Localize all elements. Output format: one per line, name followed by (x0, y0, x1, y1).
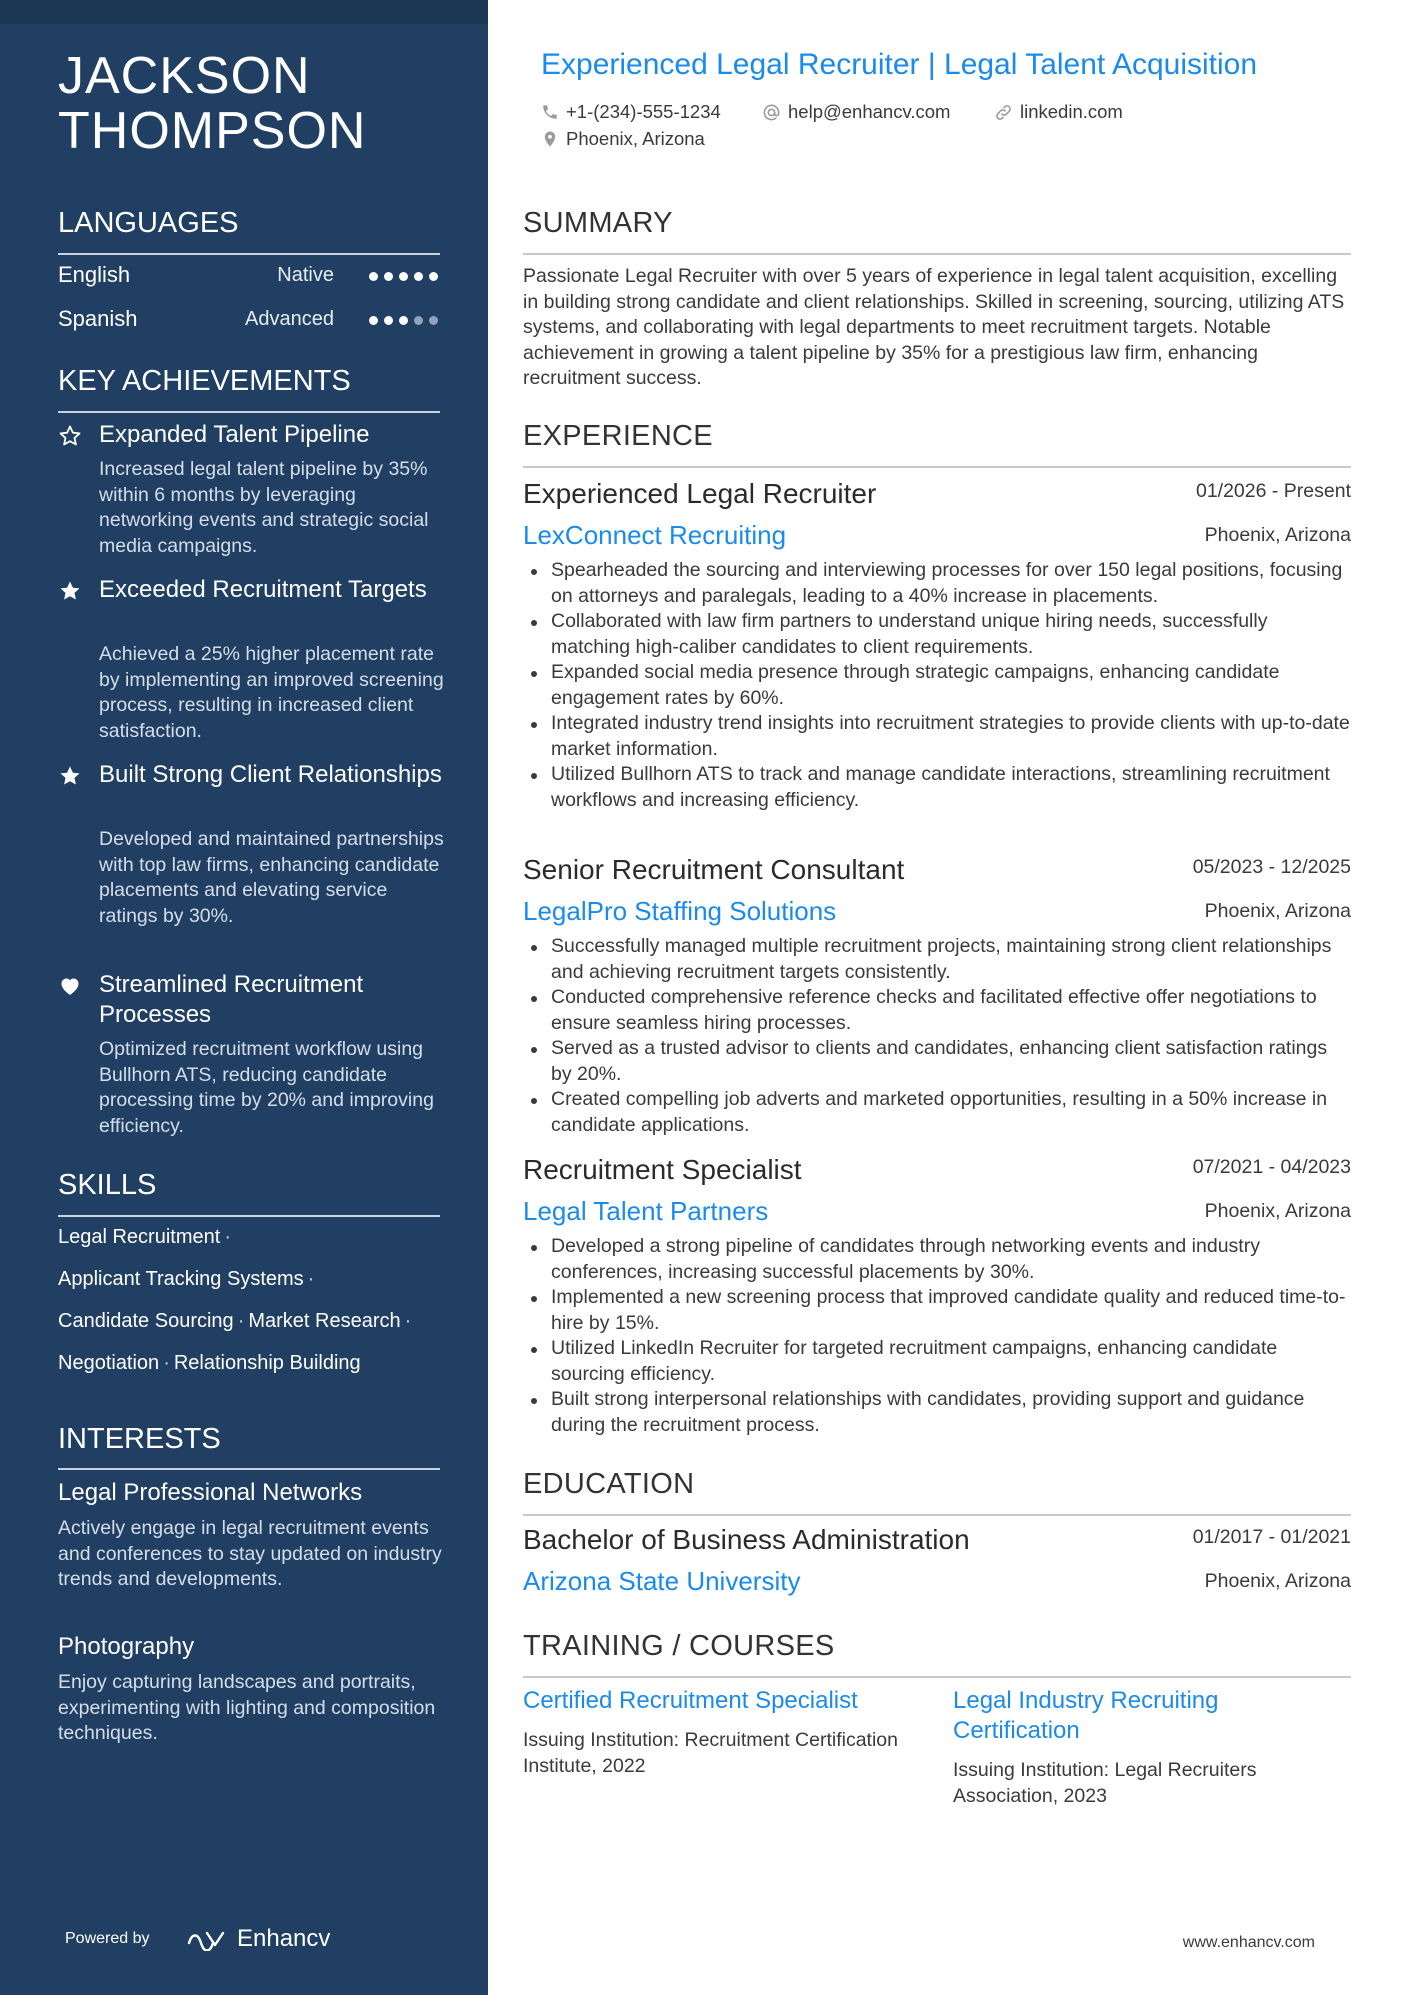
job-bullets (523, 934, 1351, 1138)
phone-text: +1-(234)-555-1234 (566, 101, 721, 122)
summary-heading: SUMMARY (523, 207, 673, 239)
bullet-item: Conducted comprehensive reference checks and facilitated effective offer negotiations to ensure seamless hiring processes. (523, 985, 1351, 1036)
skill-separator: · (224, 1226, 231, 1248)
achievement-desc: Developed and maintained partnerships with top law firms, enhancing candidate placements and elevating service ratings by 30%. (99, 828, 444, 927)
bullet-item: Created compelling job adverts and marketed opportunities, resulting in a 50% increase in candidate applications. (523, 1087, 1351, 1138)
skill-separator: · (404, 1310, 412, 1332)
interest-title: Legal Professional Networks (58, 1479, 363, 1506)
education-location: Phoenix, Arizona (1204, 1570, 1351, 1592)
rating-dot (414, 272, 423, 281)
language-level: Advanced (245, 308, 334, 330)
education-dates: 01/2017 - 01/2021 (1192, 1526, 1351, 1548)
contact-email[interactable] (762, 101, 950, 123)
interest-title: Photography (58, 1633, 195, 1660)
job-bullets (523, 558, 1351, 813)
skill-line (58, 1224, 235, 1250)
achievements-heading: KEY ACHIEVEMENTS (58, 365, 351, 397)
rating-dot (429, 316, 438, 325)
location-text: Phoenix, Arizona (566, 128, 705, 149)
name-first: JACKSON (58, 47, 311, 105)
skill-line (58, 1266, 318, 1292)
achievement-title: Streamlined Recruitment Processes (99, 971, 364, 1028)
skill-line (58, 1350, 361, 1376)
skill-tag: Relationship Building (173, 1352, 361, 1374)
star-icon (58, 579, 82, 603)
brand-logo[interactable] (185, 1925, 330, 1953)
skill-tag: Candidate Sourcing (58, 1310, 234, 1332)
achievement-desc: Achieved a 25% higher placement rate by implementing an improved screening process, resulting in increased client satisfaction. (99, 643, 444, 742)
bullet-item: Collaborated with law firm partners to understand unique hiring needs, successfully matching high-caliber candidates to client requirements. (523, 609, 1351, 660)
rating-dot (399, 272, 408, 281)
language-row (58, 262, 440, 292)
rating-dot (369, 316, 378, 325)
skill-tag: Negotiation (58, 1352, 160, 1374)
job-company[interactable]: LegalPro Staffing Solutions (523, 896, 837, 926)
job-dates: 05/2023 - 12/2025 (1192, 856, 1351, 878)
brand-name: Enhancv (237, 1925, 331, 1952)
training-heading: TRAINING / COURSES (523, 1630, 835, 1662)
name-last: THOMPSON (58, 102, 367, 160)
language-rating (369, 316, 438, 325)
achievement-title: Expanded Talent Pipeline (99, 421, 370, 448)
job-dates: 01/2026 - Present (1195, 480, 1351, 502)
course-desc: Issuing Institution: Legal Recruiters Association, 2023 (953, 1759, 1257, 1807)
achievement-desc: Increased legal talent pipeline by 35% within 6 months by leveraging networking events and strategic social media campaigns. (99, 458, 429, 557)
bullet-item: Built strong interpersonal relationships with candidates, providing support and guidance during the recruitment process. (523, 1387, 1351, 1438)
rating-dot (414, 316, 423, 325)
headline: Experienced Legal Recruiter | Legal Talent Acquisition (541, 48, 1258, 81)
bullet-item: Utilized Bullhorn ATS to track and manage candidate interactions, streamlining recruitment workflows and increasing efficiency. (523, 762, 1351, 813)
skill-tag: Legal Recruitment (58, 1226, 221, 1248)
contact-location (541, 128, 705, 150)
language-rating (369, 272, 438, 281)
bullet-item: Expanded social media presence through strategic campaigns, enhancing candidate engagement rates by 60%. (523, 660, 1351, 711)
bullet-item: Integrated industry trend insights into recruitment strategies to provide clients with up-to-date market information. (523, 711, 1351, 762)
bullet-item: Served as a trusted advisor to clients and candidates, enhancing client satisfaction ratings by 20%. (523, 1036, 1351, 1087)
job-dates: 07/2021 - 04/2023 (1192, 1156, 1351, 1178)
contact-phone[interactable] (541, 101, 721, 123)
email-text: help@enhancv.com (788, 101, 951, 122)
bullet-item: Utilized LinkedIn Recruiter for targeted recruitment campaigns, enhancing candidate sourcing efficiency. (523, 1336, 1351, 1387)
skill-separator: · (163, 1352, 170, 1374)
achievement-title: Exceeded Recruitment Targets (99, 576, 427, 603)
powered-by-label: Powered by (65, 1930, 150, 1947)
education-divider (523, 1514, 1351, 1516)
rating-dot (429, 272, 438, 281)
rating-dot (384, 272, 393, 281)
job-title: Senior Recruitment Consultant (523, 854, 905, 885)
interests-divider (58, 1468, 440, 1470)
at-icon (762, 103, 781, 122)
interest-desc: Actively engage in legal recruitment events and conferences to stay updated on industry trends and developments. (58, 1517, 442, 1590)
location-pin-icon (541, 129, 559, 149)
rating-dot (384, 316, 393, 325)
heart-icon (58, 974, 82, 998)
language-name: English (58, 262, 131, 287)
job-location: Phoenix, Arizona (1204, 900, 1351, 922)
achievements-divider (58, 411, 440, 413)
achievement-title: Built Strong Client Relationships (99, 761, 442, 788)
bullet-item: Spearheaded the sourcing and interviewing processes for over 150 legal positions, focusing on attorneys and paralegals, leading to a 40% increase in placements. (523, 558, 1351, 609)
skill-separator: · (307, 1268, 315, 1290)
experience-divider (523, 466, 1351, 468)
star-icon (58, 764, 82, 788)
education-school[interactable]: Arizona State University (523, 1566, 801, 1596)
languages-heading: LANGUAGES (58, 207, 239, 239)
achievement-desc: Optimized recruitment workflow using Bullhorn ATS, reducing candidate processing time by 20% and improving efficiency. (99, 1038, 434, 1137)
summary-divider (523, 253, 1351, 255)
sidebar-top-bar (0, 0, 488, 24)
course-desc: Issuing Institution: Recruitment Certification Institute, 2022 (523, 1729, 898, 1777)
phone-icon (541, 103, 559, 121)
summary-text: Passionate Legal Recruiter with over 5 years of experience in legal talent acquisition, excelling in building strong candidate and client relationships. Skilled in screening, sourcing, utilizing ATS systems, and collaborating with legal departments to meet recruitment targets. Notable achievement in growing a talent pipeline by 35% for a prestigious law firm, enhancing recruitment success. (523, 265, 1345, 389)
language-row (58, 306, 440, 336)
rating-dot (399, 316, 408, 325)
job-company[interactable]: Legal Talent Partners (523, 1196, 769, 1226)
course-title: Certified Recruitment Specialist (523, 1687, 858, 1714)
skills-heading: SKILLS (58, 1169, 157, 1201)
language-name: Spanish (58, 306, 138, 331)
education-degree: Bachelor of Business Administration (523, 1524, 970, 1555)
skill-tag: Market Research (248, 1310, 401, 1332)
job-location: Phoenix, Arizona (1204, 1200, 1351, 1222)
star-outline-icon (58, 424, 82, 448)
enhancv-logo-icon (185, 1927, 229, 1951)
linkedin-text: linkedin.com (1020, 101, 1123, 122)
rating-dot (369, 272, 378, 281)
skill-separator: · (237, 1310, 245, 1332)
link-icon (994, 103, 1013, 122)
language-level: Native (277, 264, 334, 286)
training-divider (523, 1676, 1351, 1678)
job-bullets (523, 1234, 1351, 1438)
experience-heading: EXPERIENCE (523, 420, 713, 452)
job-company[interactable]: LexConnect Recruiting (523, 520, 787, 550)
course-title: Legal Industry Recruiting Certification (953, 1687, 1219, 1744)
skill-tag: Applicant Tracking Systems (58, 1268, 304, 1290)
job-location: Phoenix, Arizona (1204, 524, 1351, 546)
footer-url[interactable]: www.enhancv.com (1182, 1934, 1315, 1951)
interest-desc: Enjoy capturing landscapes and portraits, experimenting with lighting and composition techniques. (58, 1671, 436, 1744)
bullet-item: Developed a strong pipeline of candidates through networking events and industry conferences, increasing successful placements by 30%. (523, 1234, 1351, 1285)
job-title: Recruitment Specialist (523, 1154, 802, 1185)
contact-linkedin[interactable] (994, 101, 1123, 123)
education-heading: EDUCATION (523, 1468, 695, 1500)
sidebar (0, 0, 488, 1995)
skill-line (58, 1308, 415, 1334)
interests-heading: INTERESTS (58, 1423, 221, 1455)
bullet-item: Implemented a new screening process that improved candidate quality and reduced time-to-hire by 15%. (523, 1285, 1351, 1336)
languages-divider (58, 253, 440, 255)
skills-divider (58, 1215, 440, 1217)
job-title: Experienced Legal Recruiter (523, 478, 877, 509)
bullet-item: Successfully managed multiple recruitment projects, maintaining strong client relationships and achieving recruitment targets consistently. (523, 934, 1351, 985)
